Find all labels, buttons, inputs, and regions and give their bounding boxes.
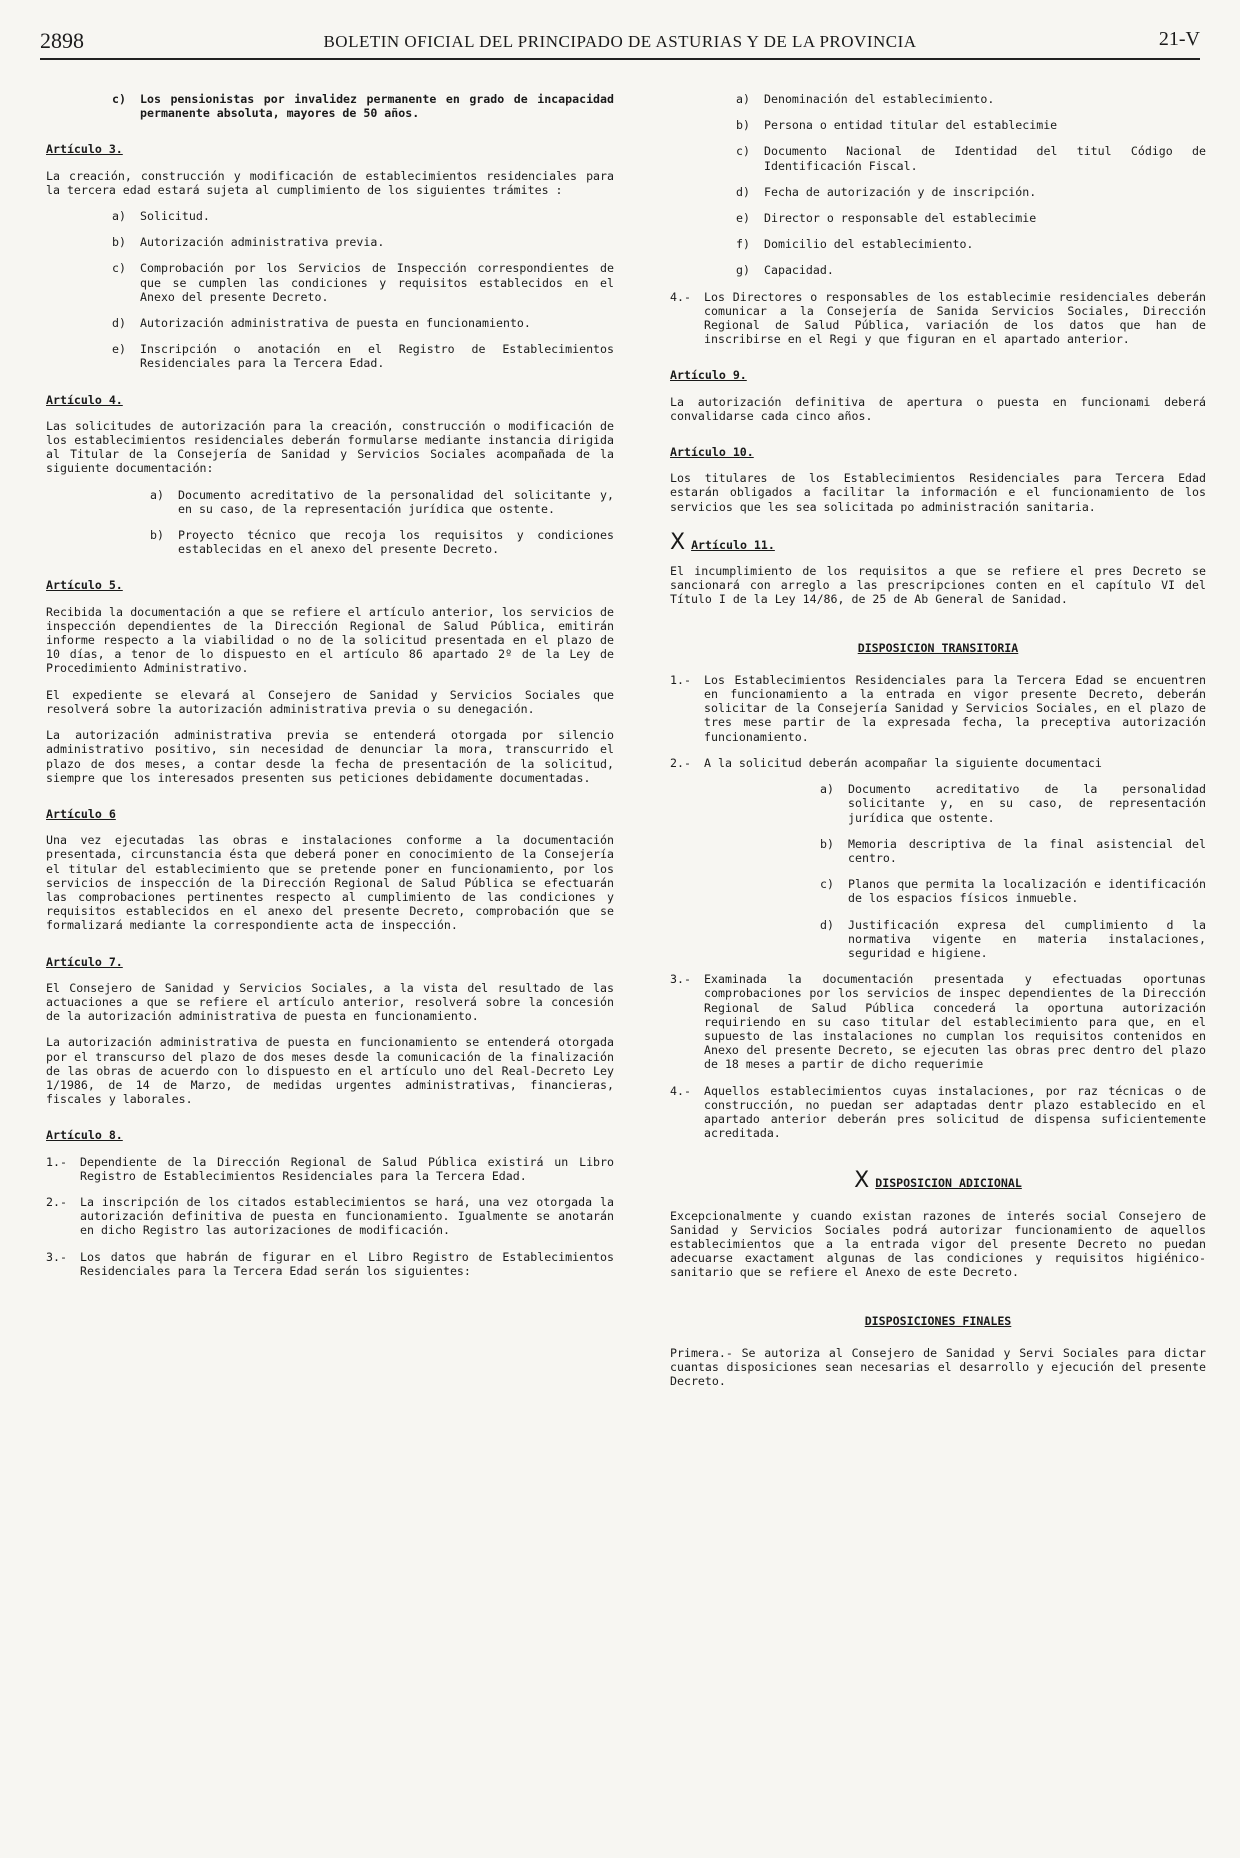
item-label: 1.- — [670, 672, 691, 687]
handwritten-x-mark: X — [854, 1168, 870, 1194]
item-text: Documento acreditativo de la personalidad del solicitante y, en su caso, de la representación jurídica que ostente. — [178, 487, 614, 516]
item-text: Comprobación por los Servicios de Inspección correspondientes de que se cumplen las condiciones y requisitos establecidos en el Anexo del presente Decreto. — [140, 261, 614, 304]
item-label: e) — [736, 211, 750, 226]
item-text: A la solicitud deberán acompañar la siguiente documentaci — [704, 755, 1102, 770]
item-text: Examinada la documentación presentada y efectuadas oportunas comprobaciones por los servicios de inspec dependientes de la Dirección Regional de Salud Pública concederá la oportuna autorización requiriendo en su caso titular del establecimiento para que, en el supuesto de las instalaciones no cumplan los requisitos contenidos en Anexo del presente Decreto, se ejecuten las obras prec dentro del plazo de 18 meses a partir de dicho requerimie — [704, 972, 1206, 1072]
numbered-item — [670, 972, 1206, 1071]
numbered-item — [670, 673, 1206, 744]
item-label: b) — [820, 836, 834, 851]
article-11-heading: Artículo 11. — [691, 537, 775, 552]
item-label: c) — [112, 92, 126, 106]
article-3-intro: La creación, construcción y modificación de establecimientos residenciales para la tercera edad estará sujeta al cumplimiento de los siguientes trámites : — [46, 168, 614, 197]
item-text: Capacidad. — [764, 263, 834, 278]
item-text: Autorización administrativa previa. — [140, 235, 385, 250]
list-item — [820, 782, 1206, 825]
article-7-heading: Artículo 7. — [46, 954, 123, 969]
paragraph: Una vez ejecutadas las obras e instalaciones conforme a la documentación presentada, circunstancia ésta que deberá poner en conocimiento de la Consejería el titular del establecimiento que se pretende poner en funcionamiento, por los servicios de inspección de la Dirección Regional de Salud Pública se efectuarán las comprobaciones pertinentes respecto al cumplimiento de las condiciones y requisitos establecidos en el anexo del presente Decreto, comprobación que se formalizará mediante la correspondiente acta de inspección. — [46, 833, 614, 933]
item-text: Los Directores o responsables de los establecimie residenciales deberán comunicar a la Consejería de Sanida Servicios Sociales, Dirección Regional de Salud Pública, variación de los datos que han de inscribirse en el Regi y que figuran en el apartado anterior. — [704, 289, 1206, 347]
item-text: Aquellos establecimientos cuyas instalaciones, por raz técnicas o de construcción, no puedan ser adaptadas dentr plazo establecido en el apartado anterior deberán pres solicitud de dispensa suficientemente acreditada. — [704, 1083, 1206, 1141]
numbered-item — [670, 290, 1206, 347]
list-item — [736, 237, 1206, 251]
item-text: Los datos que habrán de figurar en el Libro Registro de Establecimientos Residenciales para la Tercera Edad serán los siguientes: — [80, 1249, 614, 1278]
article-3-heading: Artículo 3. — [46, 142, 123, 157]
item-label: a) — [112, 209, 126, 224]
item-label: d) — [736, 184, 750, 199]
page-number: 2898 — [40, 28, 84, 53]
list-item — [736, 263, 1206, 277]
item-label: 3.- — [46, 1249, 67, 1264]
item-text: Documento Nacional de Identidad del titul Código de Identificación Fiscal. — [764, 144, 1206, 173]
paragraph: La autorización definitiva de apertura o puesta en funcionami deberá convalidarse cada cinco años. — [670, 394, 1206, 423]
list-item — [736, 144, 1206, 172]
section-number: 21-V — [1158, 28, 1200, 50]
item-label: b) — [150, 528, 164, 543]
item-label: 4.- — [670, 1083, 691, 1098]
item-label: 3.- — [670, 972, 691, 987]
item-text: Director o responsable del establecimie — [764, 211, 1037, 226]
item-label: d) — [112, 316, 126, 331]
item-label: c) — [820, 877, 834, 892]
article-10-heading: Artículo 10. — [670, 445, 754, 460]
pensioners-item — [112, 92, 614, 120]
list-item — [736, 92, 1206, 106]
item-text: Memoria descriptiva de la final asistencial del centro. — [848, 836, 1206, 865]
item-label: g) — [736, 263, 750, 278]
item-label: 1.- — [46, 1154, 67, 1169]
item-text: Persona o entidad titular del establecimie — [764, 118, 1058, 133]
article-4-intro: Las solicitudes de autorización para la creación, construcción o modificación de los establecimientos residenciales deberán formularse mediante instancia dirigida al Titular de la Consejería de Sanidad y Servicios Sociales acompañada de la siguiente documentación: — [46, 418, 614, 476]
item-label: a) — [150, 487, 164, 502]
item-text: Proyecto técnico que recoja los requisitos y condiciones establecidas en el anexo del presente Decreto. — [178, 528, 614, 557]
item-text: Fecha de autorización y de inscripción. — [764, 184, 1037, 199]
paragraph: Excepcionalmente y cuando existan razones de interés social Consejero de Sanidad y Servicios Sociales podrá autorizar funcionamiento de aquellos establecimientos que a la entrada vigor del presente Decreto no puedan adecuarse exactament algunas de las condiciones y requisitos higiénico-sanitario que se refiere el Anexo de este Decreto. — [670, 1208, 1206, 1280]
list-item — [150, 488, 614, 516]
item-text: Inscripción o anotación en el Registro de Establecimientos Residenciales para la Tercera Edad. — [140, 342, 614, 371]
journal-title: BOLETIN OFICIAL DEL PRINCIPADO DE ASTURIAS Y DE LA PROVINCIA — [323, 32, 917, 51]
item-text: Los pensionistas por invalidez permanente en grado de incapacidad permanente absoluta, mayores de 50 años. — [140, 92, 614, 121]
article-4-heading: Artículo 4. — [46, 392, 123, 407]
list-item — [112, 316, 614, 330]
item-text: Denominación del establecimiento. — [764, 92, 995, 106]
item-label: b) — [736, 118, 750, 133]
paragraph: Primera.- Se autoriza al Consejero de Sanidad y Servi Sociales para dictar cuantas disposiciones sean necesarias el desarrollo y ejecución del presente Decreto. — [670, 1345, 1206, 1389]
item-text: Dependiente de la Dirección Regional de Salud Pública existirá un Libro Registro de Establecimientos Residenciales para la Tercera Edad. — [80, 1154, 614, 1183]
item-text: La inscripción de los citados establecimientos se hará, una vez otorgada la autorización definitiva de puesta en funcionamiento. Igualmente se anotarán en dicho Registro las autorizaciones de modificación. — [80, 1194, 614, 1238]
item-label: a) — [820, 782, 834, 797]
list-item — [736, 118, 1206, 132]
left-column — [46, 92, 614, 1290]
item-label: 2.- — [46, 1194, 67, 1209]
right-column — [670, 92, 1206, 1400]
list-item — [112, 342, 614, 370]
finales-heading: DISPOSICIONES FINALES — [864, 1313, 1012, 1328]
paragraph: La autorización administrativa previa se entenderá otorgada por silencio administrativo positivo, sin necesidad de denunciar la mora, transcurrido el plazo de dos meses, a contar desde la fecha de presentación de la solicitud, siempre que los interesados presenten sus peticiones debidamente documentadas. — [46, 728, 614, 785]
paragraph: Los titulares de los Establecimientos Residenciales para Tercera Edad estarán obligados a facilitar la información e el funcionamiento de los servicios que les sea solicitada po administración sanitaria. — [670, 471, 1206, 514]
adicional-heading-row — [670, 1168, 1206, 1194]
item-text: Justificación expresa del cumplimiento d la normativa vigente en materia instalaciones, seguridad e higiene. — [848, 917, 1206, 960]
paragraph: El incumplimiento de los requisitos a que se refiere el pres Decreto se sancionará con arreglo a las prescripciones conten en el capítulo VI del Título I de la Ley 14/86, de 25 de Ab General de Sanidad. — [670, 564, 1206, 607]
numbered-item — [46, 1195, 614, 1238]
paragraph: Recibida la documentación a que se refiere el artículo anterior, los servicios de inspección dependientes de la Dirección Regional de Salud Pública, emitirán informe respecto a la viabilidad o no de la solicitud presentada en el plazo de 10 días, a tenor de lo dispuesto en el artículo 86 apartado 2º de la Ley de Procedimiento Administrativo. — [46, 604, 614, 676]
item-text: Documento acreditativo de la personalidad solicitante y, en su caso, de representación jurídica que ostente. — [848, 782, 1206, 825]
item-label: b) — [112, 235, 126, 250]
item-label: f) — [736, 237, 750, 252]
article-5-heading: Artículo 5. — [46, 578, 123, 593]
list-item — [736, 185, 1206, 199]
item-text: Domicilio del establecimiento. — [764, 237, 974, 252]
article-8-heading: Artículo 8. — [46, 1128, 123, 1143]
list-item — [820, 877, 1206, 905]
page-header — [40, 22, 1200, 60]
list-item — [112, 209, 614, 223]
adicional-heading: DISPOSICION ADICIONAL — [875, 1176, 1022, 1191]
item-text: Planos que permita la localización e identificación de los espacios físicos inmueble. — [848, 877, 1206, 906]
list-item — [150, 528, 614, 556]
article-6-heading: Artículo 6 — [46, 806, 116, 821]
item-label: c) — [736, 144, 750, 159]
list-item — [736, 211, 1206, 225]
item-label: 4.- — [670, 289, 691, 304]
paragraph: El expediente se elevará al Consejero de Sanidad y Servicios Sociales que resolverá sobre la autorización administrativa previa o su denegación. — [46, 687, 614, 716]
item-label: a) — [736, 92, 750, 106]
article-11-heading-row — [670, 529, 1206, 555]
item-text: Autorización administrativa de puesta en funcionamiento. — [140, 316, 531, 331]
numbered-item — [46, 1155, 614, 1183]
item-text: Los Establecimientos Residenciales para la Tercera Edad se encuentren en funcionamiento a la entrada en vigor presente Decreto, deberán solicitar de la Consejería Sanidad y Servicios Sociales, en el plazo de tres mese partir de la expresada fecha, la preceptiva autorización funcionamiento. — [704, 672, 1206, 744]
item-label: 2.- — [670, 755, 691, 770]
item-label: c) — [112, 261, 126, 276]
paragraph: El Consejero de Sanidad y Servicios Sociales, a la vista del resultado de las actuaciones a que se refiere el artículo anterior, resolverá sobre la concesión de la autorización administrativa de puesta en funcionamiento. — [46, 980, 614, 1024]
numbered-item — [670, 756, 1206, 770]
list-item — [112, 261, 614, 304]
numbered-item — [46, 1250, 614, 1278]
paragraph: La autorización administrativa de puesta en funcionamiento se entenderá otorgada por el transcurso del plazo de dos meses desde la comunicación de la finalización de las obras de acuerdo con lo dispuesto en el artículo uno del Real-Decreto Ley 1/1986, de 14 de Marzo, de medidas urgentes administrativas, financieras, fiscales y laborales. — [46, 1035, 614, 1107]
item-label: e) — [112, 342, 126, 357]
list-item — [820, 918, 1206, 961]
handwritten-x-mark: X — [670, 529, 686, 555]
list-item — [112, 235, 614, 249]
list-item — [820, 837, 1206, 865]
transitoria-heading: DISPOSICION TRANSITORIA — [857, 640, 1019, 655]
item-text: Solicitud. — [140, 209, 210, 224]
item-label: d) — [820, 917, 834, 932]
numbered-item — [670, 1084, 1206, 1141]
article-9-heading: Artículo 9. — [670, 368, 747, 383]
